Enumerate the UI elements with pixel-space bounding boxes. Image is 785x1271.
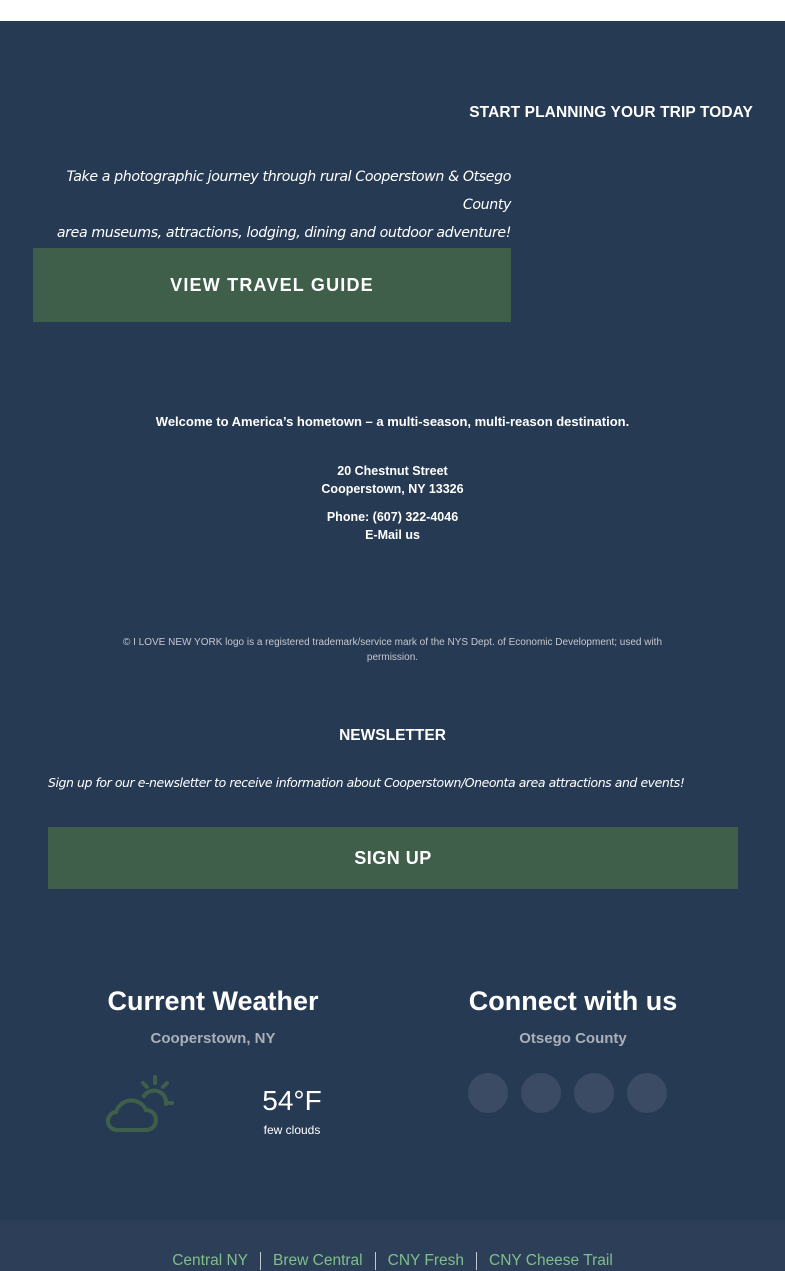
social-icon-1[interactable] <box>468 1073 508 1113</box>
footer-link-brew-central[interactable]: Brew Central <box>273 1252 363 1269</box>
social-icon-4[interactable] <box>627 1073 667 1113</box>
plan-text-line-1: Take a photographic journey through rural Cooperstown & Otsego County <box>66 169 511 213</box>
top-white-strip <box>0 0 785 21</box>
newsletter-heading: NEWSLETTER <box>339 727 446 744</box>
social-icon-2[interactable] <box>521 1073 561 1113</box>
temperature: 54°F <box>262 1085 322 1116</box>
trademark-line-2: permission. <box>366 652 419 663</box>
weather-location: Cooperstown, NY <box>150 1030 276 1047</box>
footer-link-central-ny[interactable]: Central NY <box>172 1252 249 1269</box>
connect-subtitle: Otsego County <box>519 1030 627 1047</box>
social-icon-3[interactable] <box>574 1073 614 1113</box>
address-street: 20 Chestnut Street <box>337 464 448 478</box>
email-us-link-wrapper <box>0 526 785 544</box>
trademark-line-1: © I LOVE NEW YORK logo is a registered trademark/service mark of the NYS Dept. of Economic Development; used with <box>122 637 663 648</box>
trademark-notice <box>100 635 685 665</box>
phone-number[interactable]: Phone: (607) 322-4046 <box>326 510 459 524</box>
email-us-link[interactable]: E-Mail us <box>365 528 420 542</box>
plan-trip-heading: START PLANNING YOUR TRIP TODAY <box>469 104 753 121</box>
address-city: Cooperstown, NY 13326 <box>321 482 464 496</box>
connect-title: Connect with us <box>468 986 678 1016</box>
newsletter-description: Sign up for our e-newsletter to receive information about Cooperstown/Oneonta area attractions and events! <box>48 775 685 790</box>
footer-links <box>0 1252 785 1270</box>
footer-link-cny-fresh[interactable]: CNY Fresh <box>387 1252 464 1269</box>
plan-text-line-2: area museums, attractions, lodging, dining and outdoor adventure! <box>56 225 511 241</box>
weather-title: Current Weather <box>107 986 319 1016</box>
view-travel-guide-button[interactable]: VIEW TRAVEL GUIDE <box>33 248 511 322</box>
partly-cloudy-icon <box>104 1072 176 1136</box>
footer-link-cny-cheese-trail[interactable]: CNY Cheese Trail <box>489 1252 613 1269</box>
newsletter-signup-button[interactable]: SIGN UP <box>48 827 738 889</box>
weather-conditions: few clouds <box>263 1123 321 1137</box>
welcome-text: Welcome to America’s hometown – a multi-season, multi-reason destination. <box>155 414 630 429</box>
plan-trip-description <box>30 163 511 247</box>
